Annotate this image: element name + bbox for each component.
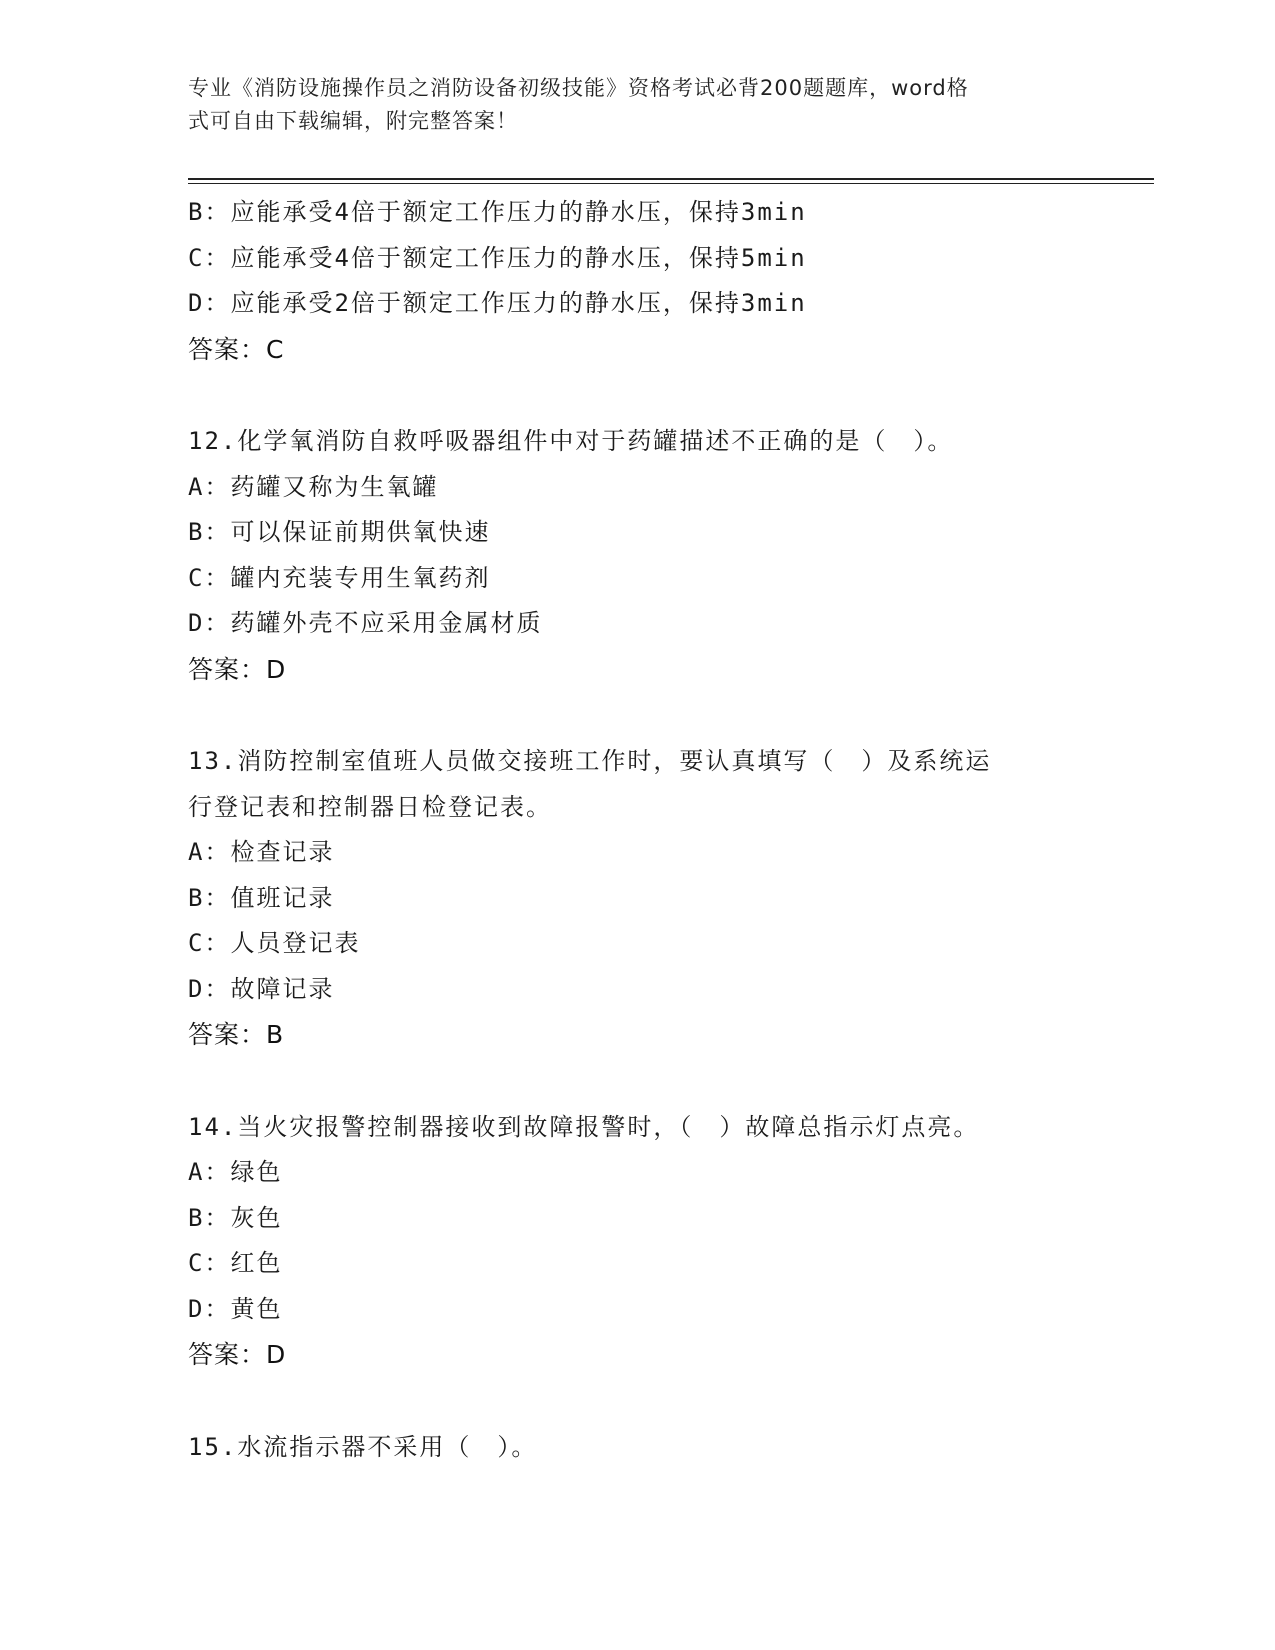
- question-12: [188, 419, 1088, 692]
- document-header: [188, 72, 1068, 138]
- answer: 答案：B: [188, 1020, 285, 1049]
- option-a: A：检查记录: [188, 838, 335, 866]
- question-stem: 13.消防控制室值班人员做交接班工作时，要认真填写（ ）及系统运: [188, 747, 992, 775]
- option-a: A：绿色: [188, 1158, 283, 1186]
- question-13: [188, 739, 1088, 1058]
- option-c: C：罐内充装专用生氧药剂: [188, 563, 491, 592]
- question-stem: 14.当火灾报警控制器接收到故障报警时，（ ）故障总指示灯点亮。: [188, 1112, 980, 1141]
- option-b: B：灰色: [188, 1203, 283, 1232]
- question-stem-continued: 行登记表和控制器日检登记表。: [188, 792, 552, 821]
- answer: 答案：D: [188, 654, 287, 684]
- option-c: C：人员登记表: [188, 929, 361, 957]
- option-d: D：应能承受2倍于额定工作压力的静水压，保持3min: [188, 289, 807, 317]
- answer: 答案：D: [188, 1340, 287, 1369]
- question-14: [188, 1105, 1088, 1378]
- header-title-line-1: 专业《消防设施操作员之消防设备初级技能》资格考试必背200题题库，word格: [188, 76, 969, 100]
- option-d: D：药罐外壳不应采用金属材质: [188, 609, 543, 637]
- header-title-line-2: 式可自由下载编辑，附完整答案！: [188, 109, 518, 133]
- option-d: D：黄色: [188, 1294, 283, 1323]
- header-divider-thick: [188, 178, 1154, 180]
- option-b: B：可以保证前期供氧快速: [188, 518, 491, 546]
- question-stem: 15.水流指示器不采用（ ）。: [188, 1432, 538, 1461]
- option-a: A：药罐又称为生氧罐: [188, 472, 439, 501]
- answer: 答案：C: [188, 334, 285, 364]
- option-c: C：应能承受4倍于额定工作压力的静水压，保持5min: [188, 243, 807, 272]
- question-15: [188, 1425, 1088, 1471]
- question-stem: 12.化学氧消防自救呼吸器组件中对于药罐描述不正确的是（ ）。: [188, 427, 954, 455]
- option-b: B：值班记录: [188, 883, 335, 912]
- option-d: D：故障记录: [188, 974, 335, 1003]
- option-c: C：红色: [188, 1249, 283, 1277]
- option-b: B：应能承受4倍于额定工作压力的静水压，保持3min: [188, 198, 807, 226]
- question-list: [188, 190, 1088, 1470]
- question-11-continued: [188, 190, 1088, 372]
- header-divider-thin: [188, 183, 1154, 184]
